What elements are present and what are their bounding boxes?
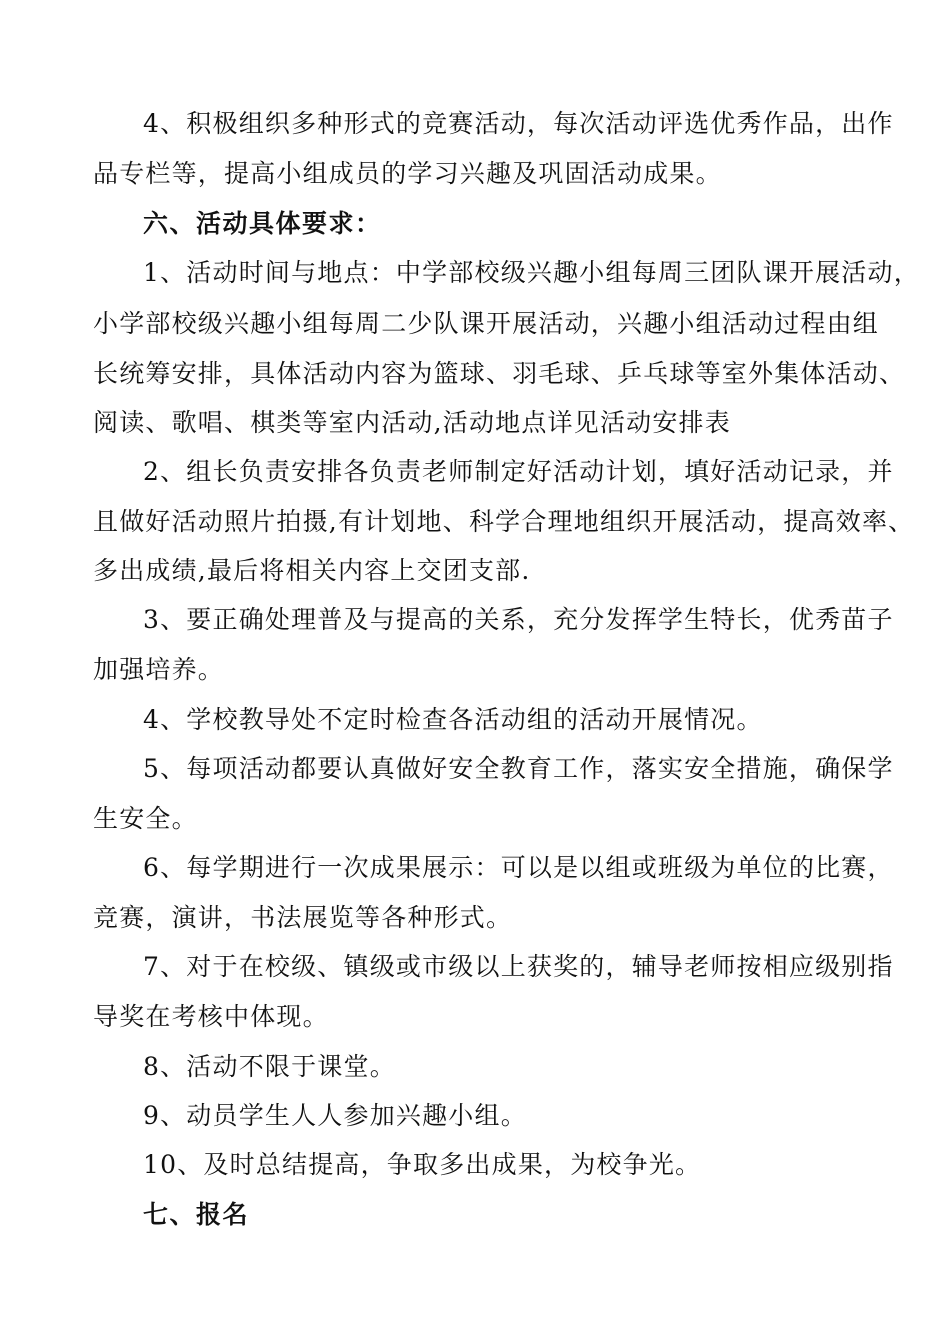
paragraph-line: 长统筹安排，具体活动内容为篮球、羽毛球、乒乓球等室外集体活动、 [93,359,906,388]
paragraph-line: 2、组长负责安排各负责老师制定好活动计划，填好活动记录，并 [143,457,894,486]
paragraph-line: 4、学校教导处不定时检查各活动组的活动开展情况。 [143,705,763,734]
section-heading: 六、活动具体要求： [143,209,382,238]
paragraph-line: 导奖在考核中体现。 [93,1002,329,1031]
paragraph-line: 生安全。 [93,804,198,833]
paragraph-line: 5、每项活动都要认真做好安全教育工作，落实安全措施，确保学 [143,754,894,783]
paragraph-line: 3、要正确处理普及与提高的关系，充分发挥学生特长，优秀苗子 [143,605,894,634]
paragraph-line: 4、积极组织多种形式的竞赛活动，每次活动评选优秀作品，出作 [143,109,894,138]
paragraph-line: 品专栏等，提高小组成员的学习兴趣及巩固活动成果。 [93,159,722,188]
paragraph-line: 6、每学期进行一次成果展示：可以是以组或班级为单位的比赛， [143,853,894,882]
paragraph-line: 9、动员学生人人参加兴趣小组。 [143,1101,527,1130]
paragraph-line: 竞赛，演讲，书法展览等各种形式。 [93,903,513,932]
section-heading: 七、报名 [143,1200,250,1229]
paragraph-line: 阅读、歌唱、棋类等室内活动,活动地点详见活动安排表 [93,408,731,437]
paragraph-line: 多出成绩,最后将相关内容上交团支部. [93,556,531,585]
paragraph-line: 1、活动时间与地点：中学部校级兴趣小组每周三团队课开展活动， [143,258,920,287]
paragraph-line: 10、及时总结提高，争取多出成果，为校争光。 [143,1150,702,1179]
paragraph-line: 加强培养。 [93,655,225,684]
paragraph-line: 8、活动不限于课堂。 [143,1052,396,1081]
paragraph-line: 且做好活动照片拍摄,有计划地、科学合理地组织开展活动，提高效率、 [93,507,915,536]
paragraph-line: 小学部校级兴趣小组每周二少队课开展活动，兴趣小组活动过程由组 [93,309,880,338]
paragraph-line: 7、对于在校级、镇级或市级以上获奖的，辅导老师按相应级别指 [143,952,894,981]
